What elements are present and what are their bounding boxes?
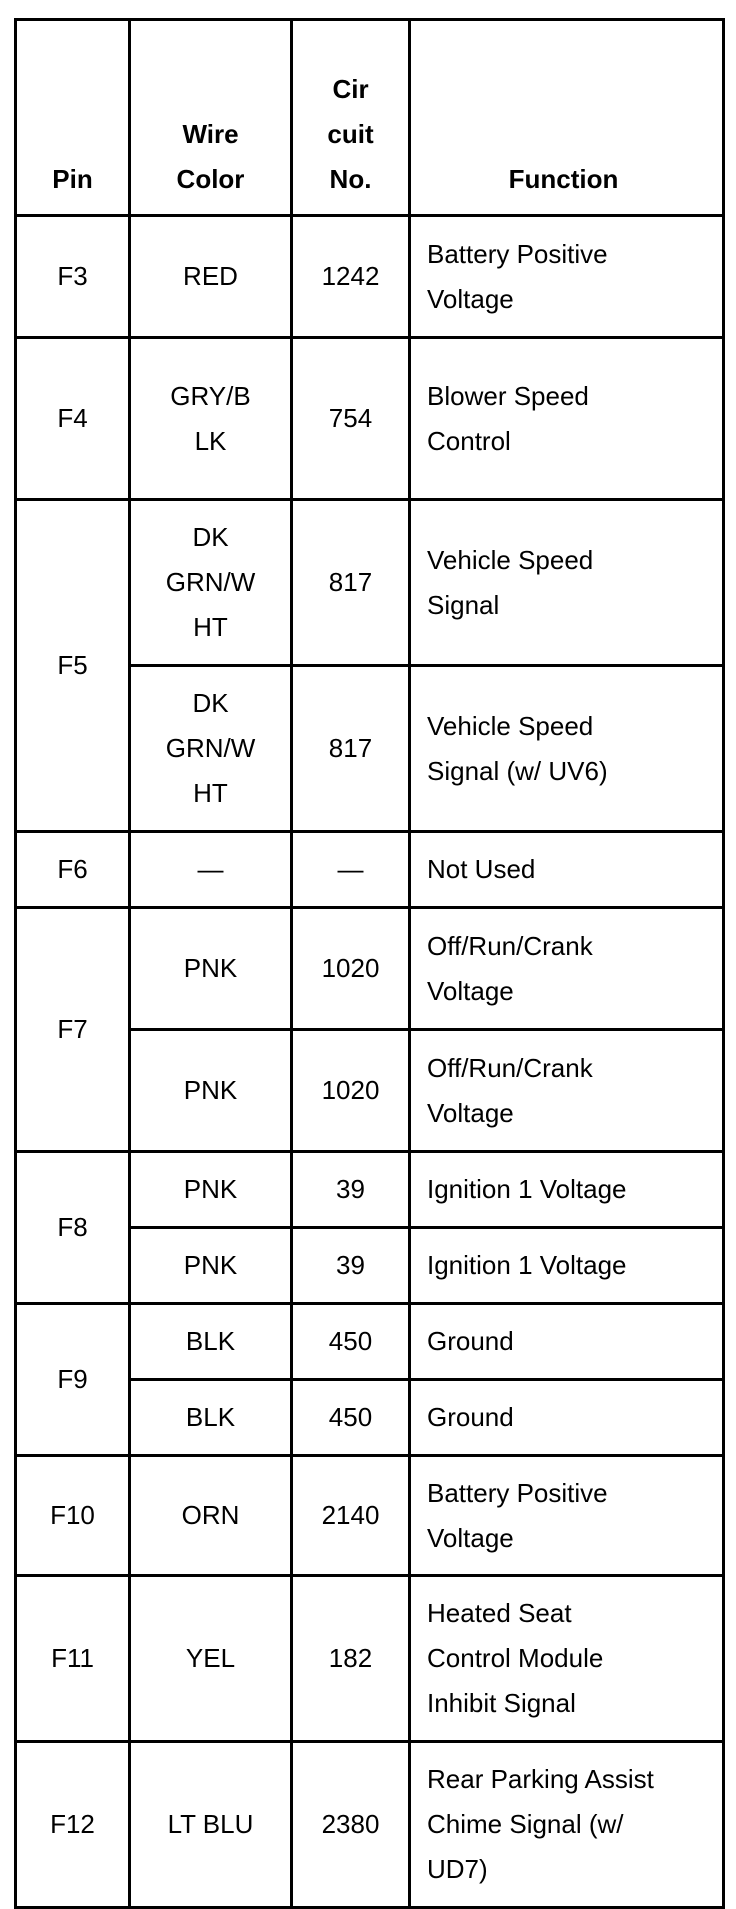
function-cell: Off/Run/Crank Voltage (410, 908, 724, 1030)
pin-cell: F9 (16, 1304, 130, 1456)
wire-color-cell: YEL (130, 1576, 292, 1742)
pin-cell: F10 (16, 1456, 130, 1576)
header-wire-color: Wire Color (130, 20, 292, 216)
circuit-cell: 817 (292, 500, 410, 666)
function-cell: Off/Run/Crank Voltage (410, 1030, 724, 1152)
circuit-cell: 39 (292, 1228, 410, 1304)
function-cell: Rear Parking Assist Chime Signal (w/ UD7) (410, 1742, 724, 1908)
function-cell: Vehicle Speed Signal (w/ UV6) (410, 666, 724, 832)
pin-cell: F6 (16, 832, 130, 908)
table-row (16, 1304, 724, 1380)
function-cell: Ground (410, 1304, 724, 1380)
wire-color-cell: — (130, 832, 292, 908)
wire-color-cell: ORN (130, 1456, 292, 1576)
circuit-cell: 1020 (292, 908, 410, 1030)
pin-cell: F5 (16, 500, 130, 832)
pin-cell: F4 (16, 338, 130, 500)
function-cell: Battery Positive Voltage (410, 216, 724, 338)
circuit-cell: 450 (292, 1380, 410, 1456)
pin-cell: F11 (16, 1576, 130, 1742)
table-row (16, 1576, 724, 1742)
header-pin: Pin (16, 20, 130, 216)
table-row (16, 832, 724, 908)
table-row (16, 1742, 724, 1908)
wire-color-cell: DK GRN/W HT (130, 500, 292, 666)
circuit-cell: 817 (292, 666, 410, 832)
header-function: Function (410, 20, 724, 216)
pin-cell: F3 (16, 216, 130, 338)
circuit-cell: — (292, 832, 410, 908)
circuit-cell: 450 (292, 1304, 410, 1380)
pin-table (14, 18, 725, 1909)
table-row (16, 1152, 724, 1228)
wire-color-cell: LT BLU (130, 1742, 292, 1908)
wire-color-cell: PNK (130, 1030, 292, 1152)
table-row (16, 1456, 724, 1576)
table-row (16, 216, 724, 338)
wire-color-cell: GRY/B LK (130, 338, 292, 500)
function-cell: Ignition 1 Voltage (410, 1152, 724, 1228)
header-circuit-no: Cir cuit No. (292, 20, 410, 216)
circuit-cell: 1020 (292, 1030, 410, 1152)
table-row (16, 500, 724, 666)
function-cell: Ground (410, 1380, 724, 1456)
circuit-cell: 2140 (292, 1456, 410, 1576)
circuit-cell: 182 (292, 1576, 410, 1742)
function-cell: Heated Seat Control Module Inhibit Signal (410, 1576, 724, 1742)
pin-cell: F12 (16, 1742, 130, 1908)
wire-color-cell: PNK (130, 1152, 292, 1228)
function-cell: Blower Speed Control (410, 338, 724, 500)
pin-cell: F7 (16, 908, 130, 1152)
wire-color-cell: PNK (130, 908, 292, 1030)
circuit-cell: 1242 (292, 216, 410, 338)
pin-cell: F8 (16, 1152, 130, 1304)
function-cell: Vehicle Speed Signal (410, 500, 724, 666)
circuit-cell: 2380 (292, 1742, 410, 1908)
wire-color-cell: DK GRN/W HT (130, 666, 292, 832)
wire-color-cell: BLK (130, 1304, 292, 1380)
circuit-cell: 754 (292, 338, 410, 500)
wire-color-cell: RED (130, 216, 292, 338)
circuit-cell: 39 (292, 1152, 410, 1228)
wire-color-cell: BLK (130, 1380, 292, 1456)
table-row (16, 338, 724, 500)
table-row (16, 908, 724, 1030)
wire-color-cell: PNK (130, 1228, 292, 1304)
function-cell: Battery Positive Voltage (410, 1456, 724, 1576)
header-row (16, 20, 724, 216)
function-cell: Ignition 1 Voltage (410, 1228, 724, 1304)
function-cell: Not Used (410, 832, 724, 908)
